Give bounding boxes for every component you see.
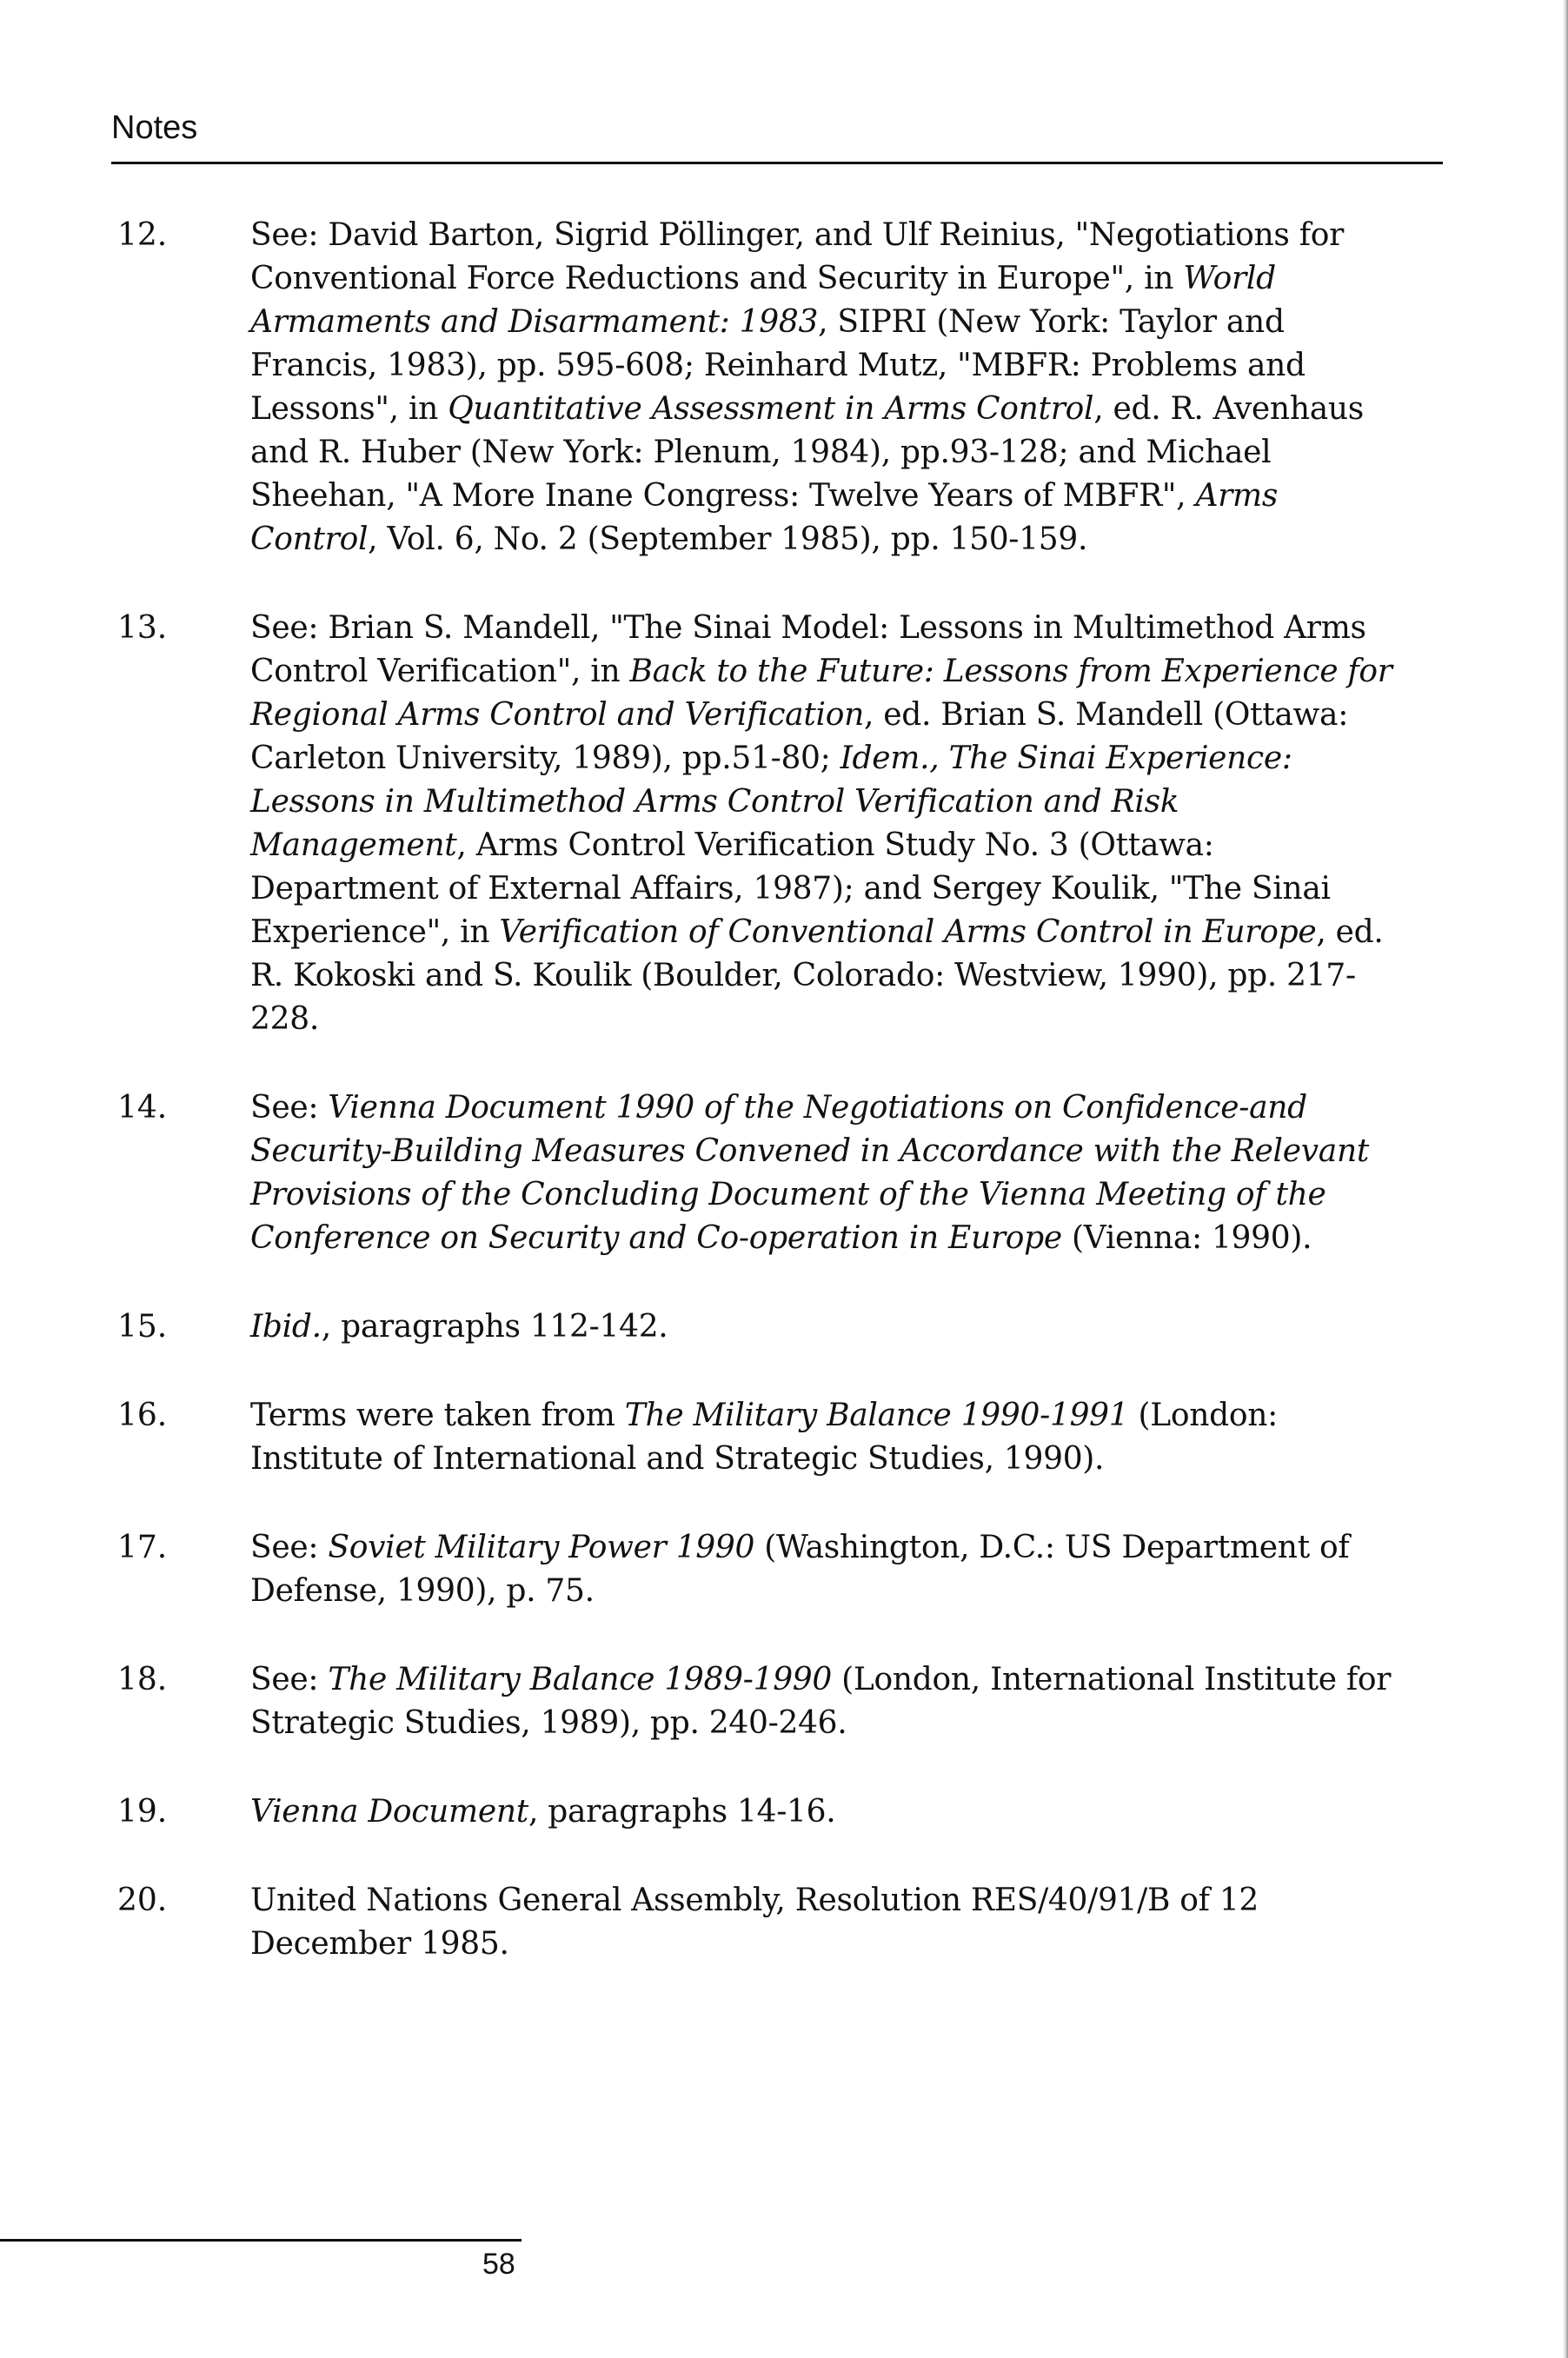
note-number: 14. [117,1090,168,1126]
note-entry [117,1305,1404,1349]
note-title-italic: Back to the Future: Lessons from Experience for Regional Arms Control and Verification [250,654,1392,733]
note-title-italic: Ibid. [250,1309,322,1345]
note-text-run: See: [250,1662,329,1697]
note-title-italic: Idem., The Sinai Experience: Lessons in Multimethod Arms Control Verification and Risk Management [250,741,1292,863]
note-text-run: See: [250,1090,329,1126]
note-title-italic: Vienna Document [250,1794,528,1830]
note-entry [117,1086,1404,1260]
note-text [250,607,1404,1041]
note-text-run: United Nations General Assembly, Resolution RES/40/91/B of 12 December 1985. [250,1883,1259,1962]
note-text-run: , SIPRI (New York: Taylor and Francis, 1983), pp. 595-608; Reinhard Mutz, "MBFR: Problems and Lessons", in [250,304,1306,427]
note-entry [117,1526,1404,1613]
note-number: 19. [117,1794,168,1830]
notes-list [117,214,1404,2011]
running-header: Notes [111,110,198,146]
note-text-run: , ed. R. Avenhaus and R. Huber (New York: Plenum, 1984), pp.93-128; and Michael Sheehan, "A More Inane Congress: Twelve Years of MBFR", [250,391,1364,514]
note-text-run: Terms were taken from [250,1398,625,1433]
note-text-run: (London, International Institute for Strategic Studies, 1989), pp. 240-246. [250,1662,1392,1741]
note-title-italic: The Military Balance 1990-1991 [624,1398,1129,1433]
note-text-run: , Vol. 6, No. 2 (September 1985), pp. 150-159. [368,521,1088,557]
note-text [250,1526,1404,1613]
note-title-italic: The Military Balance 1989-1990 [328,1662,833,1697]
note-text-run: See: Brian S. Mandell, "The Sinai Model: Lessons in Multimethod Arms Control Verification", in [250,610,1366,689]
note-title-italic: Verification of Conventional Arms Control in Europe [499,914,1317,950]
note-number: 16. [117,1398,168,1433]
note-number: 17. [117,1530,168,1565]
note-title-italic: World Armaments and Disarmament: 1983 [250,261,1276,340]
note-text [250,1879,1404,1966]
note-text-run: (Vienna: 1990). [1061,1220,1312,1256]
note-text [250,1394,1404,1481]
note-entry [117,1394,1404,1481]
note-entry [117,1790,1404,1834]
note-title-italic: Vienna Document 1990 of the Negotiations on Confidence-and Security-Building Measures Convened in Accordance with the Relevant Provisions of the Concluding Document of the Vienna Meeting of the Conference on Security and Co-operation in Europe [250,1090,1370,1256]
note-number: 12. [117,217,168,253]
note-entry [117,214,1404,561]
note-entry [117,1879,1404,1966]
note-number: 13. [117,610,168,646]
note-title-italic: Arms Control [250,478,1279,557]
note-text-run: (London: Institute of International and Strategic Studies, 1990). [250,1398,1278,1477]
note-text-run: (Washington, D.C.: US Department of Defense, 1990), p. 75. [250,1530,1350,1609]
scan-edge [1563,0,1568,2358]
note-text-run: See: [250,1530,329,1565]
footer-rule [0,2239,522,2242]
note-entry [117,1658,1404,1745]
note-text-run: , paragraphs 112-142. [321,1309,668,1345]
page-number: 58 [482,2248,515,2281]
note-number: 20. [117,1883,168,1918]
note-title-italic: Soviet Military Power 1990 [328,1530,755,1565]
note-text-run: , ed. R. Kokoski and S. Koulik (Boulder, Colorado: Westview, 1990), pp. 217-228. [250,914,1384,1037]
note-text-run: See: David Barton, Sigrid Pöllinger, and Ulf Reinius, "Negotiations for Conventional Force Reductions and Security in Europe", in [250,217,1345,296]
note-title-italic: Quantitative Assessment in Arms Control [448,391,1094,427]
note-text [250,1086,1404,1260]
note-text-run: , Arms Control Verification Study No. 3 (Ottawa: Department of External Affairs, 1987); and Sergey Koulik, "The Sinai Experience", in [250,827,1331,950]
note-text [250,1305,1404,1349]
note-number: 18. [117,1662,168,1697]
header-rule [111,162,1443,164]
note-entry [117,607,1404,1041]
note-text-run: , ed. Brian S. Mandell (Ottawa: Carleton University, 1989), pp.51-80; [250,697,1349,776]
note-text [250,1790,1404,1834]
note-text-run: , paragraphs 14-16. [528,1794,836,1830]
note-text [250,1658,1404,1745]
note-text [250,214,1404,561]
note-number: 15. [117,1309,168,1345]
